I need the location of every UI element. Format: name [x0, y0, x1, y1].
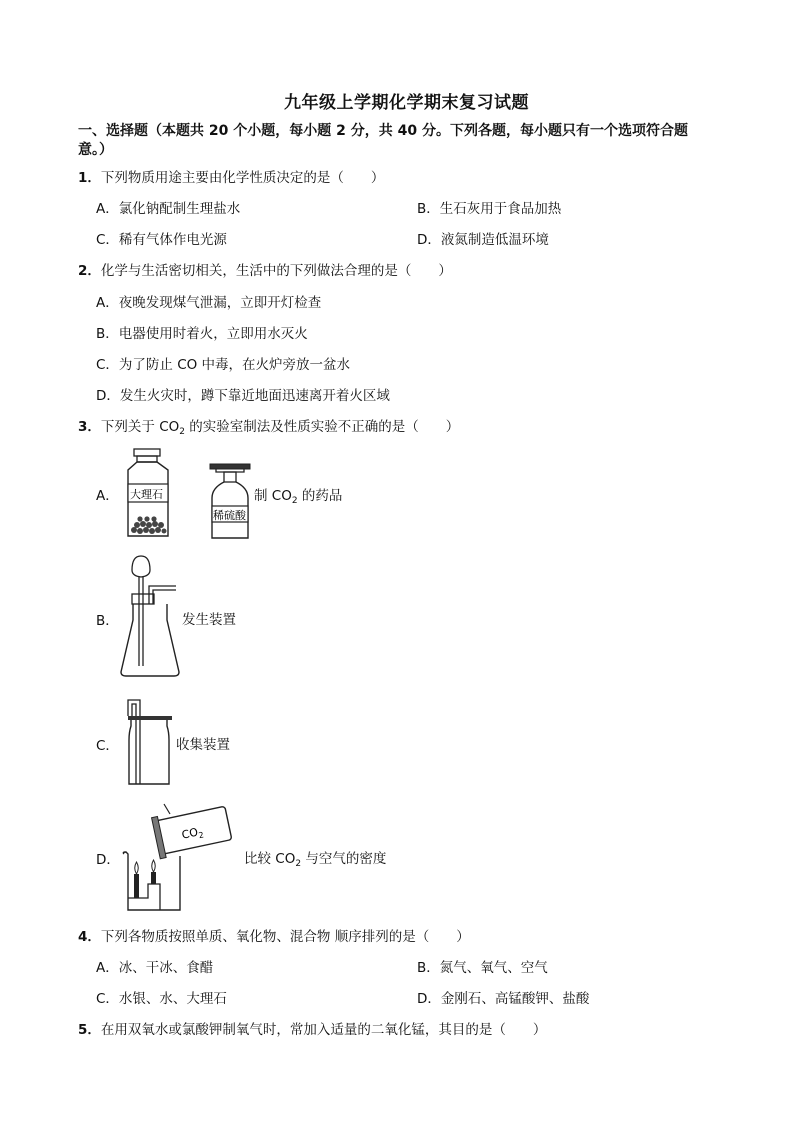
q4-option-c[interactable]: C．水银、水、大理石 — [96, 991, 227, 1007]
q4-option-b[interactable]: B．氮气、氧气、空气 — [417, 960, 548, 976]
q2-option-a[interactable]: A．夜晚发现煤气泄漏，立即开灯检查 — [96, 295, 322, 311]
q3-option-d-text: 比较 $CO_2$ 与空气的密度 — [244, 851, 387, 869]
question-stem: 下列关于 CO — [100, 419, 180, 435]
co2-density-experiment-figure — [120, 804, 242, 916]
q1-option-d[interactable]: D．液氮制造低温环境 — [417, 232, 549, 248]
q1-option-a[interactable]: A．氯化钠配制生理盐水 — [96, 201, 241, 217]
reagent-bottles-figure — [120, 446, 250, 542]
page-title: 九年级上学期化学期末复习试题 — [284, 93, 529, 113]
q3-option-b-letter[interactable]: B． — [96, 613, 119, 629]
question-3: 3．下列关于 $CO_2$ 的实验室制法及性质实验不正确的是（ ） — [78, 419, 460, 437]
question-number: 2． — [78, 263, 101, 279]
q3-option-b-text: 发生装置 — [182, 612, 236, 628]
question-stem: 化学与生活密切相关，生活中的下列做法合理的是（ ） — [100, 263, 452, 279]
question-4 — [78, 925, 470, 945]
question-5 — [78, 1018, 546, 1038]
question-number: 4． — [78, 929, 101, 945]
bottle-label-dilute-sulfuric-acid: 稀硫酸 — [213, 509, 246, 522]
gas-collection-apparatus-figure — [124, 696, 176, 788]
q2-option-b[interactable]: B．电器使用时着火，立即用水灭火 — [96, 326, 308, 342]
gas-generation-apparatus-figure — [118, 554, 182, 680]
question-stem: 下列物质用途主要由化学性质决定的是（ ） — [100, 170, 385, 186]
question-number: 1． — [78, 170, 101, 186]
question-stem: 在用双氧水或氯酸钾制氧气时，常加入适量的二氧化锰，其目的是（ ） — [100, 1022, 547, 1038]
q3-option-a-text: 制 $CO_2$ 的药品 — [254, 488, 343, 506]
gas-jar-label-co2: $CO_2$ — [180, 825, 205, 842]
q3-option-d-letter[interactable]: D． — [96, 852, 120, 868]
q3-option-a-letter[interactable]: A． — [96, 488, 119, 504]
question-number: 3． — [78, 419, 101, 435]
q4-option-a[interactable]: A．冰、干冰、食醋 — [96, 960, 214, 976]
q2-option-c[interactable]: C．为了防止 CO 中毒，在火炉旁放一盆水 — [96, 357, 351, 373]
question-2 — [78, 259, 452, 279]
q3-option-c-text: 收集装置 — [176, 737, 230, 753]
question-1 — [78, 166, 384, 186]
bottle-label-marble: 大理石 — [130, 488, 163, 501]
q2-option-d[interactable]: D．发生火灾时，蹲下靠近地面迅速离开着火区域 — [96, 388, 390, 404]
question-stem: 下列各物质按照单质、氧化物、混合物 顺序排列的是（ ） — [100, 929, 470, 945]
section-header-line1: 一、选择题（本题共 20 个小题，每小题 2 分，共 40 分。下列各题，每小题只有一个选项符合题 — [78, 123, 688, 139]
section-header-line2: 意。） — [78, 142, 113, 158]
q1-option-b[interactable]: B．生石灰用于食品加热 — [417, 201, 562, 217]
q3-option-c-letter[interactable]: C． — [96, 738, 119, 754]
question-number: 5． — [78, 1022, 101, 1038]
q1-option-c[interactable]: C．稀有气体作电光源 — [96, 232, 227, 248]
q4-option-d[interactable]: D．金刚石、高锰酸钾、盐酸 — [417, 991, 590, 1007]
